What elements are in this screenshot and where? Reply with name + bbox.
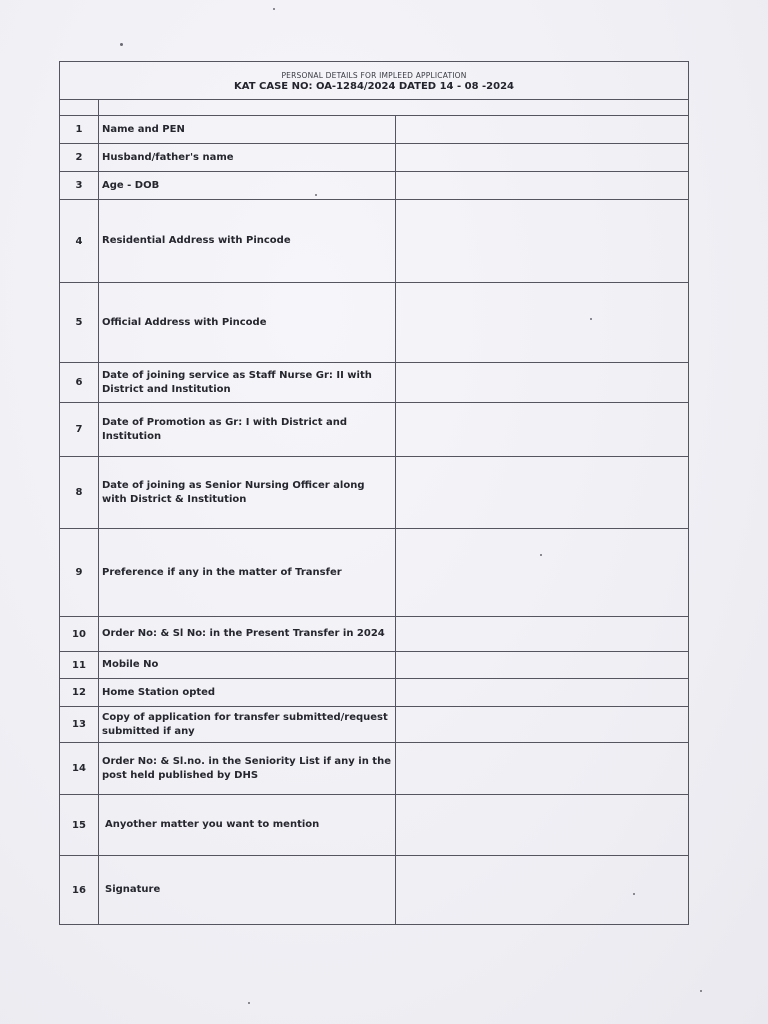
table-row <box>60 652 688 679</box>
row-number: 16 <box>60 856 99 924</box>
impleed-application-form <box>59 61 689 925</box>
row-value-cell[interactable] <box>396 200 688 282</box>
row-value-cell[interactable] <box>396 363 688 402</box>
form-header <box>60 62 688 100</box>
table-row <box>60 707 688 743</box>
row-number: 9 <box>60 529 99 616</box>
table-row <box>60 116 688 144</box>
row-label: Preference if any in the matter of Transfer <box>99 529 396 616</box>
table-row <box>60 529 688 617</box>
scan-speck <box>120 43 123 46</box>
form-title: KAT CASE NO: OA-1284/2024 DATED 14 - 08 -2024 <box>234 81 514 92</box>
row-value-cell[interactable] <box>396 617 688 651</box>
table-row <box>60 283 688 363</box>
row-number: 10 <box>60 617 99 651</box>
row-value-cell[interactable] <box>396 457 688 528</box>
row-label: Anyother matter you want to mention <box>99 795 396 855</box>
table-row <box>60 856 688 924</box>
row-label: Home Station opted <box>99 679 396 706</box>
row-value-cell[interactable] <box>396 144 688 171</box>
row-number: 15 <box>60 795 99 855</box>
scan-speck <box>273 8 275 10</box>
table-row <box>60 743 688 795</box>
table-row <box>60 144 688 172</box>
table-row <box>60 679 688 707</box>
row-value-cell[interactable] <box>396 795 688 855</box>
row-number: 4 <box>60 200 99 282</box>
scan-speck <box>248 1002 250 1004</box>
row-label: Mobile No <box>99 652 396 678</box>
row-value-cell[interactable] <box>396 679 688 706</box>
row-label: Age - DOB <box>99 172 396 199</box>
row-value-cell[interactable] <box>396 283 688 362</box>
table-row <box>60 403 688 457</box>
row-number: 5 <box>60 283 99 362</box>
row-number: 12 <box>60 679 99 706</box>
row-label: Copy of application for transfer submitted/request submitted if any <box>99 707 396 742</box>
row-label: Order No: & Sl.no. in the Seniority List if any in the post held published by DHS <box>99 743 396 794</box>
table-row <box>60 617 688 652</box>
row-label: Husband/father's name <box>99 144 396 171</box>
row-value-cell[interactable] <box>396 707 688 742</box>
row-value-cell[interactable] <box>396 116 688 143</box>
table-row <box>60 172 688 200</box>
row-number: 8 <box>60 457 99 528</box>
row-value-cell[interactable] <box>396 403 688 456</box>
table-row <box>60 795 688 856</box>
row-value-cell[interactable] <box>396 529 688 616</box>
table-row <box>60 363 688 403</box>
row-number: 3 <box>60 172 99 199</box>
blank-spacer-row <box>60 100 688 116</box>
row-number: 14 <box>60 743 99 794</box>
row-number: 6 <box>60 363 99 402</box>
row-label: Order No: & Sl No: in the Present Transfer in 2024 <box>99 617 396 651</box>
table-row <box>60 457 688 529</box>
row-number: 1 <box>60 116 99 143</box>
scan-speck <box>700 990 702 992</box>
row-number: 11 <box>60 652 99 678</box>
row-label: Name and PEN <box>99 116 396 143</box>
row-label: Signature <box>99 856 396 924</box>
row-number: 7 <box>60 403 99 456</box>
form-subtitle: PERSONAL DETAILS FOR IMPLEED APPLICATION <box>281 71 467 80</box>
row-value-cell[interactable] <box>396 172 688 199</box>
table-row <box>60 200 688 283</box>
row-value-cell[interactable] <box>396 743 688 794</box>
signature-cell[interactable] <box>396 856 688 924</box>
row-number: 2 <box>60 144 99 171</box>
row-value-cell[interactable] <box>396 652 688 678</box>
row-label: Date of joining as Senior Nursing Officer along with District & Institution <box>99 457 396 528</box>
row-label: Official Address with Pincode <box>99 283 396 362</box>
row-label: Date of Promotion as Gr: I with District and Institution <box>99 403 396 456</box>
row-number: 13 <box>60 707 99 742</box>
row-label: Residential Address with Pincode <box>99 200 396 282</box>
row-label: Date of joining service as Staff Nurse Gr: II with District and Institution <box>99 363 396 402</box>
